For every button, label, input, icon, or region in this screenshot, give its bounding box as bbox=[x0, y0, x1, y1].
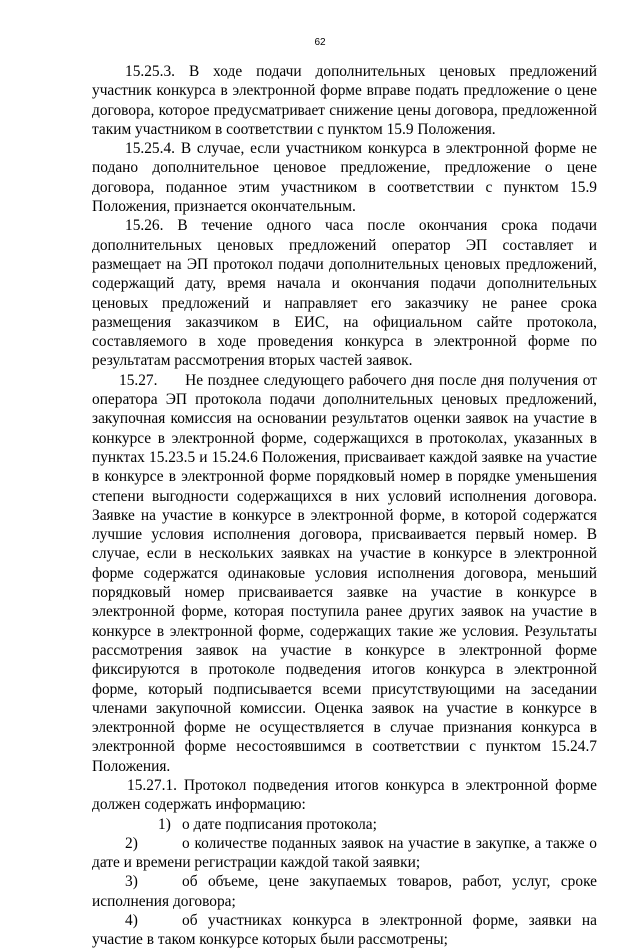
clause-15-26: 15.26. В течение одного часа после окончания срока подачи дополнительных ценовых предложений оператор ЭП составляет и размещает на ЭП протокол подачи дополнительных ценовых предложений, содержащий дату, время начала и окончания подачи дополнительных ценовых предложений и направляет его заказчику не ранее срока размещения заказчиком в ЕИС, на официальном сайте протокола, составляемого в ходе проведения конкурса в электронной форме по результатам рассмотрения вторых частей заявок. bbox=[92, 217, 597, 370]
list-item-number: 1) bbox=[158, 815, 171, 833]
list-item-number: 2) bbox=[125, 834, 138, 852]
clause-15-25-3: 15.25.3. В ходе подачи дополнительных ценовых предложений участник конкурса в электронной форме вправе подать предложение о цене договора, которое предусматривает снижение цены договора, предложенной таким участником в соответствии с пунктом 15.9 Положения. bbox=[92, 63, 597, 138]
document-body bbox=[92, 62, 601, 950]
list-item-text: об объеме, цене закупаемых товаров, работ, услуг, сроке исполнения договора; bbox=[92, 873, 597, 910]
list-item-text: об участниках конкурса в электронной форме, заявки на участие в таком конкурсе которых были рассмотрены; bbox=[92, 912, 597, 949]
clause-15-27: 15.27. Не позднее следующего рабочего дня после дня получения от оператора ЭП протокола подачи дополнительных ценовых предложений, закупочная комиссия на основании результатов оценки заявок на участие в конкурсе в электронной форме, содержащихся в протоколах, указанных в пунктах 15.23.5 и 15.24.6 Положения, присваивает каждой заявке на участие в конкурсе в электронной форме порядковый номер в порядке уменьшения степени выгодности содержащихся в них условий исполнения договора. Заявке на участие в конкурсе в электронной форме, в которой содержатся лучшие условия исполнения договора, присваивается первый номер. В случае, если в нескольких заявках на участие в конкурсе в электронной форме содержатся одинаковые условия исполнения договора, меньший порядковый номер присваивается заявке на участие в конкурсе в электронной форме, которая поступила ранее других заявок на участие в конкурсе в электронной форме, содержащих такие же условия. Результаты рассмотрения заявок на участие в конкурсе в электронной форме фиксируются в протоколе подведения итогов конкурса в электронной форме, который подписывается всеми присутствующими на заседании членами закупочной комиссии. Оценка заявок на участие в конкурсе в электронной форме не осуществляется в случае признания конкурса в электронной форме несостоявшимся в соответствии с пунктом 15.24.7 Положения. bbox=[92, 371, 601, 775]
clause-15-25-4: 15.25.4. В случае, если участником конкурса в электронной форме не подано дополнительное ценовое предложение, предложение о цене договора, поданное этим участником в соответствии с пунктом 15.9 Положения, признается окончательным. bbox=[92, 140, 597, 216]
page-number: 62 bbox=[314, 37, 326, 48]
list-item-number: 4) bbox=[125, 912, 138, 930]
list-item-1 bbox=[92, 815, 597, 834]
list-item-text: о количестве поданных заявок на участие в закупке, а также о дате и времени регистрации каждой такой заявки; bbox=[92, 834, 597, 872]
clause-15-27-1: 15.27.1. Протокол подведения итогов конкурса в электронной форме должен содержать информацию: bbox=[92, 776, 597, 814]
list-item-3 bbox=[92, 872, 597, 911]
list-item-number: 3) bbox=[125, 873, 138, 891]
list-item-text: о дате подписания протокола; bbox=[182, 815, 377, 833]
list-item-4 bbox=[92, 911, 597, 950]
list-item-2 bbox=[92, 834, 597, 873]
